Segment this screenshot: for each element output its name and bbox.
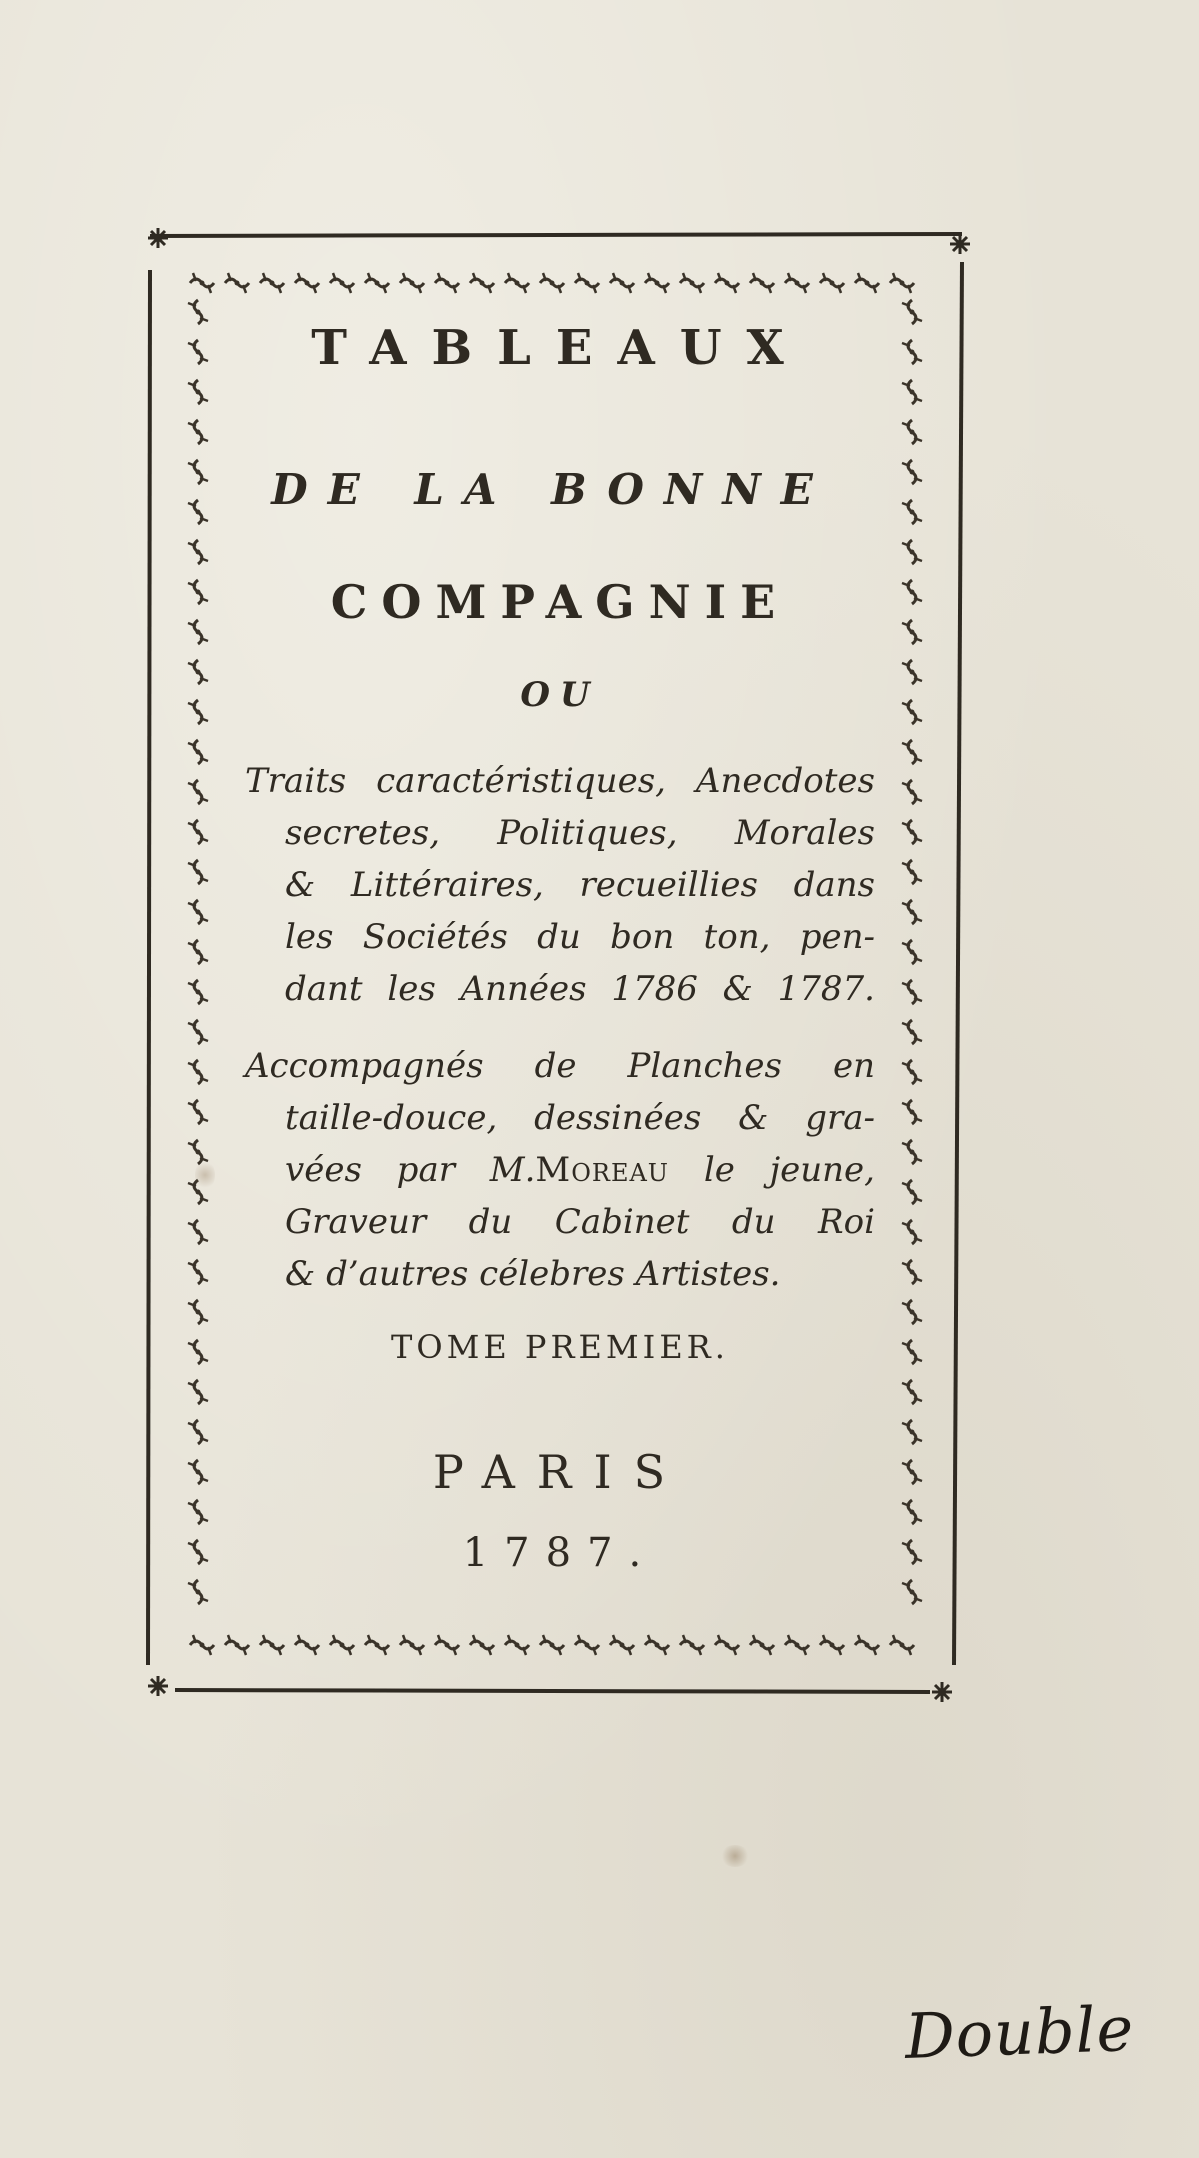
engraver-name: Moreau <box>535 1150 670 1190</box>
description-line: secretes, Politiques, Morales <box>285 813 875 853</box>
illustrations-paragraph <box>245 1040 875 1300</box>
description-paragraph <box>245 755 875 1015</box>
engraver-suffix: le jeune, <box>669 1150 875 1190</box>
illustrations-line: Graveur du Cabinet du Roi <box>285 1202 875 1242</box>
title-line-3: COMPAGNIE <box>330 575 790 629</box>
illustrations-line: taille-douce, dessinées & gra- <box>285 1098 875 1138</box>
illustrations-line: Accompagnés de Planches en <box>245 1046 875 1086</box>
description-line: Traits caractéristiques, Anecdotes <box>245 761 875 801</box>
description-line: les Sociétés du bon ton, pen- <box>285 917 875 957</box>
imprint-place: PARIS <box>432 1445 688 1499</box>
illustrations-line <box>245 1144 875 1196</box>
description-line: & Littéraires, recueillies dans <box>285 865 875 905</box>
description-line: dant les Années 1786 & 1787. <box>285 969 875 1009</box>
paper-stain <box>720 1845 750 1867</box>
title-conjunction: OU <box>520 675 600 715</box>
title-line-1: TABLEAUX <box>311 320 809 376</box>
paper-stain <box>195 1160 215 1190</box>
engraver-prefix: vées par M. <box>285 1150 536 1190</box>
handwritten-note: Double <box>903 1992 1136 2073</box>
imprint-year: 1787. <box>462 1530 658 1576</box>
illustrations-line: & d’autres célebres Artistes. <box>285 1254 781 1294</box>
title-line-2: DE LA BONNE <box>271 465 833 514</box>
volume-label: TOME PREMIER. <box>391 1328 729 1366</box>
